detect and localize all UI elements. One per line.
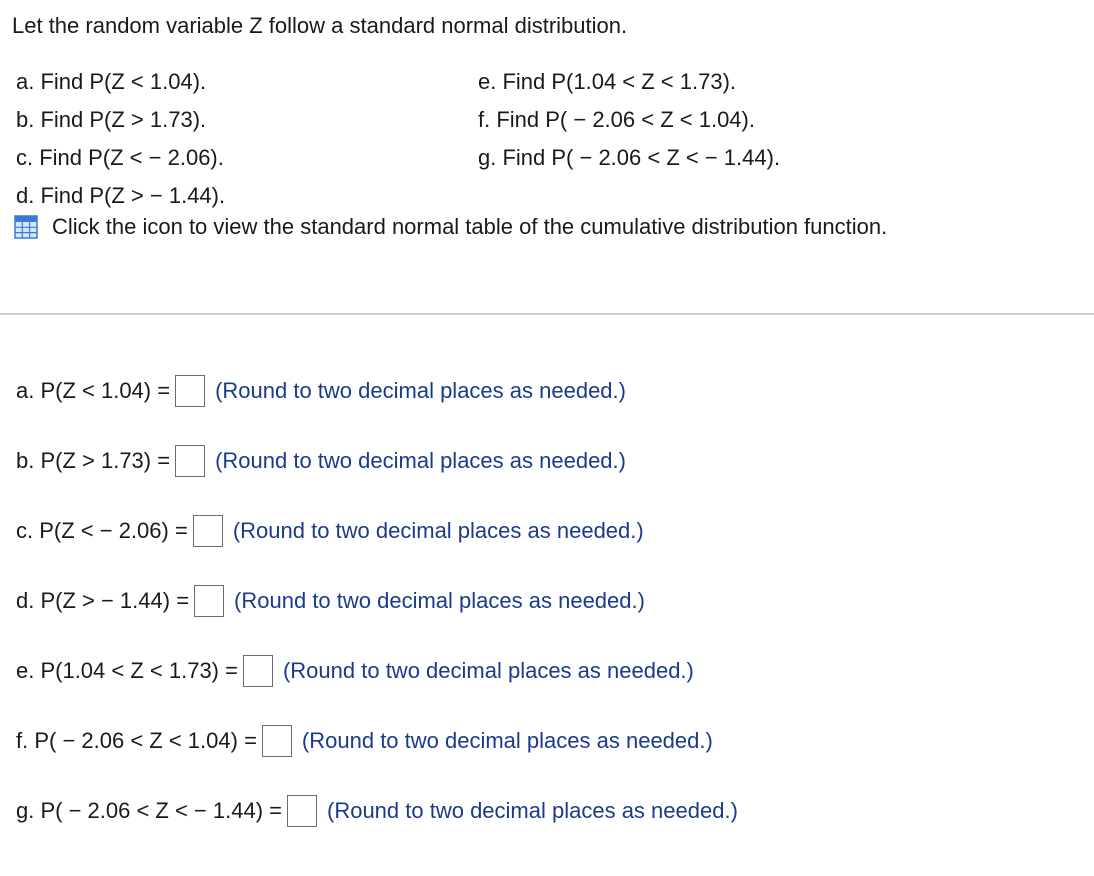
question-b: b. Find P(Z > 1.73). [16,107,207,132]
answer-row-g [16,793,738,829]
normal-table-link-text[interactable]: Click the icon to view the standard normal table of the cumulative distribution function. [52,214,888,239]
answer-input-a[interactable] [175,375,205,407]
question-a: a. Find P(Z < 1.04). [16,69,207,94]
answer-row-e [16,653,694,689]
answer-label-g: g. P( − 2.06 < Z < − 1.44) = [16,798,282,823]
table-grid-icon[interactable] [14,215,38,239]
answer-row-c [16,513,644,549]
question-column-right [478,63,780,177]
normal-table-link[interactable] [14,208,887,246]
answer-input-g[interactable] [287,795,317,827]
answer-input-b[interactable] [175,445,205,477]
question-d: d. Find P(Z > − 1.44). [16,183,226,208]
rounding-hint-e: (Round to two decimal places as needed.) [282,658,694,683]
answer-label-c: c. P(Z < − 2.06) = [16,518,188,543]
rounding-hint-d: (Round to two decimal places as needed.) [234,588,645,613]
rounding-hint-c: (Round to two decimal places as needed.) [232,518,644,543]
rounding-hint-b: (Round to two decimal places as needed.) [215,448,626,473]
answer-row-b [16,443,626,479]
rounding-hint-f: (Round to two decimal places as needed.) [301,728,713,753]
answer-label-f: f. P( − 2.06 < Z < 1.04) = [16,728,257,753]
problem-intro: Let the random variable Z follow a standard normal distribution. [12,13,628,38]
answer-row-d [16,583,645,619]
section-divider [0,313,1094,315]
answer-input-d[interactable] [194,585,224,617]
answer-input-c[interactable] [193,515,223,547]
question-column-left [16,63,225,215]
answer-label-a: a. P(Z < 1.04) = [16,378,171,403]
question-g: g. Find P( − 2.06 < Z < − 1.44). [478,145,781,170]
answer-label-b: b. P(Z > 1.73) = [16,448,171,473]
question-e: e. Find P(1.04 < Z < 1.73). [478,69,737,94]
answer-input-e[interactable] [243,655,273,687]
rounding-hint-g: (Round to two decimal places as needed.) [327,798,738,823]
answer-label-e: e. P(1.04 < Z < 1.73) = [16,658,238,683]
answer-row-f [16,723,713,759]
question-f: f. Find P( − 2.06 < Z < 1.04). [478,107,755,132]
answer-row-a [16,373,626,409]
rounding-hint-a: (Round to two decimal places as needed.) [215,378,626,403]
answer-label-d: d. P(Z > − 1.44) = [16,588,190,613]
question-c: c. Find P(Z < − 2.06). [16,145,224,170]
answer-input-f[interactable] [262,725,292,757]
